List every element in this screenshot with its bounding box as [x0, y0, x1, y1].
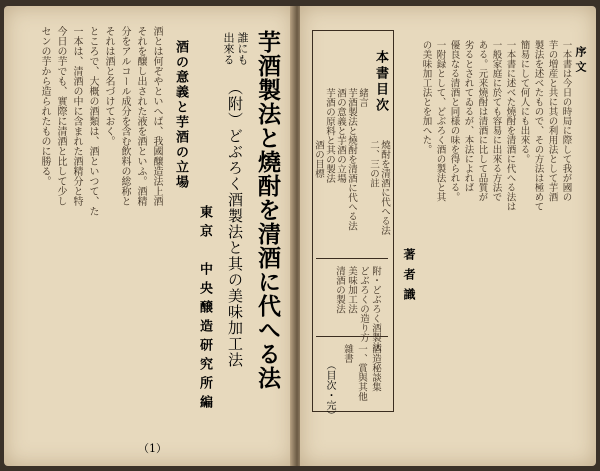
toc-item: 一、賞與其他: [356, 344, 367, 401]
body-column: 一本は、清酒の中に含まれた酒精分と特: [71, 26, 82, 206]
toc-item: 二、三の註: [368, 140, 379, 188]
overline-line-1: 出來る: [222, 32, 235, 65]
body-column: 分をアルコール成分を含む飲料の総称と: [119, 26, 130, 206]
preface-column: ある。元来燒酎は清酒に比して品質が: [476, 40, 488, 202]
publisher-line: 東京 中央醸造研究所編: [197, 205, 212, 414]
toc-divider: [316, 336, 388, 337]
body-column: 酒とは何ぞやといへば、我國醸造法上酒: [151, 26, 162, 206]
chapter-subtitle: （附）どぶろく酒製法と其の美味加工法: [226, 80, 244, 368]
preface-column: 簡易にして何人にも出來る。: [518, 40, 530, 164]
body-column: それを醸し出された液を酒といふ。酒精: [135, 26, 146, 206]
toc-item: 酒造秘談集: [370, 344, 381, 392]
preface-column: 一般家庭に於ても容易に出來る方法で: [490, 40, 502, 202]
preface-column: 劣るとされてゐるが、本法によれば: [462, 40, 474, 192]
toc-item: 芋酒の原料と其の製法: [324, 88, 335, 183]
toc-title: 本書目次: [373, 50, 388, 114]
toc-item: 附・どぶろく酒製法: [370, 266, 381, 352]
chapter-title: 芋酒製法と燒酎を清酒に代へる法: [254, 30, 281, 390]
toc-item: 酒の目標: [313, 140, 324, 178]
author-signature: 著者識: [402, 248, 416, 308]
toc-end-mark: （目次・完）: [324, 360, 335, 420]
preface-column: 芋の増産と共に其の利用法として芋酒: [546, 40, 558, 202]
toc-item: 燒酎を清酒に代へる法: [379, 140, 390, 235]
toc-item: 芋酒製法と燒酎を清酒に代へる法: [346, 88, 357, 231]
preface-column: 一附録として、どぶろく酒の製法と其: [434, 40, 446, 202]
preface-column: 一本書に述べた燒酎を清酒に代へる法は: [504, 40, 516, 211]
overline-line-2: 誰にも: [236, 32, 249, 65]
body-column: それは酒と名づけておく。: [103, 26, 114, 146]
page-number: （1）: [138, 442, 167, 455]
preface-column: 優良なる清酒と同様の味を得られる。: [448, 40, 460, 202]
preface-column: の美味加工法とを加へた。: [420, 40, 432, 154]
body-column: センの芋から造られたものに勝る。: [39, 26, 50, 186]
toc-item: 清酒の製法: [334, 266, 345, 314]
toc-item: 酒の意義と芋酒の立場: [335, 88, 346, 183]
toc-item: 雜書: [342, 344, 353, 363]
body-column: 今日の芋でも、實際に清酒と比して少し: [55, 26, 66, 206]
section-heading: 酒の意義と芋酒の立場: [173, 40, 188, 190]
preface-column: 製法を述べたもので、その方法は極めて: [532, 40, 544, 211]
preface-column: 一本書は今日の時局に際して我が國の: [560, 40, 572, 202]
toc-item: 美味加工法: [346, 266, 357, 314]
preface-heading: 序文: [574, 46, 587, 76]
toc-item: どぶろくの造り方: [358, 266, 369, 342]
toc-item: 緒言: [357, 88, 368, 107]
toc-divider: [316, 258, 388, 259]
body-column: ところで、大概の酒類は、酒といつて、た: [87, 26, 98, 216]
